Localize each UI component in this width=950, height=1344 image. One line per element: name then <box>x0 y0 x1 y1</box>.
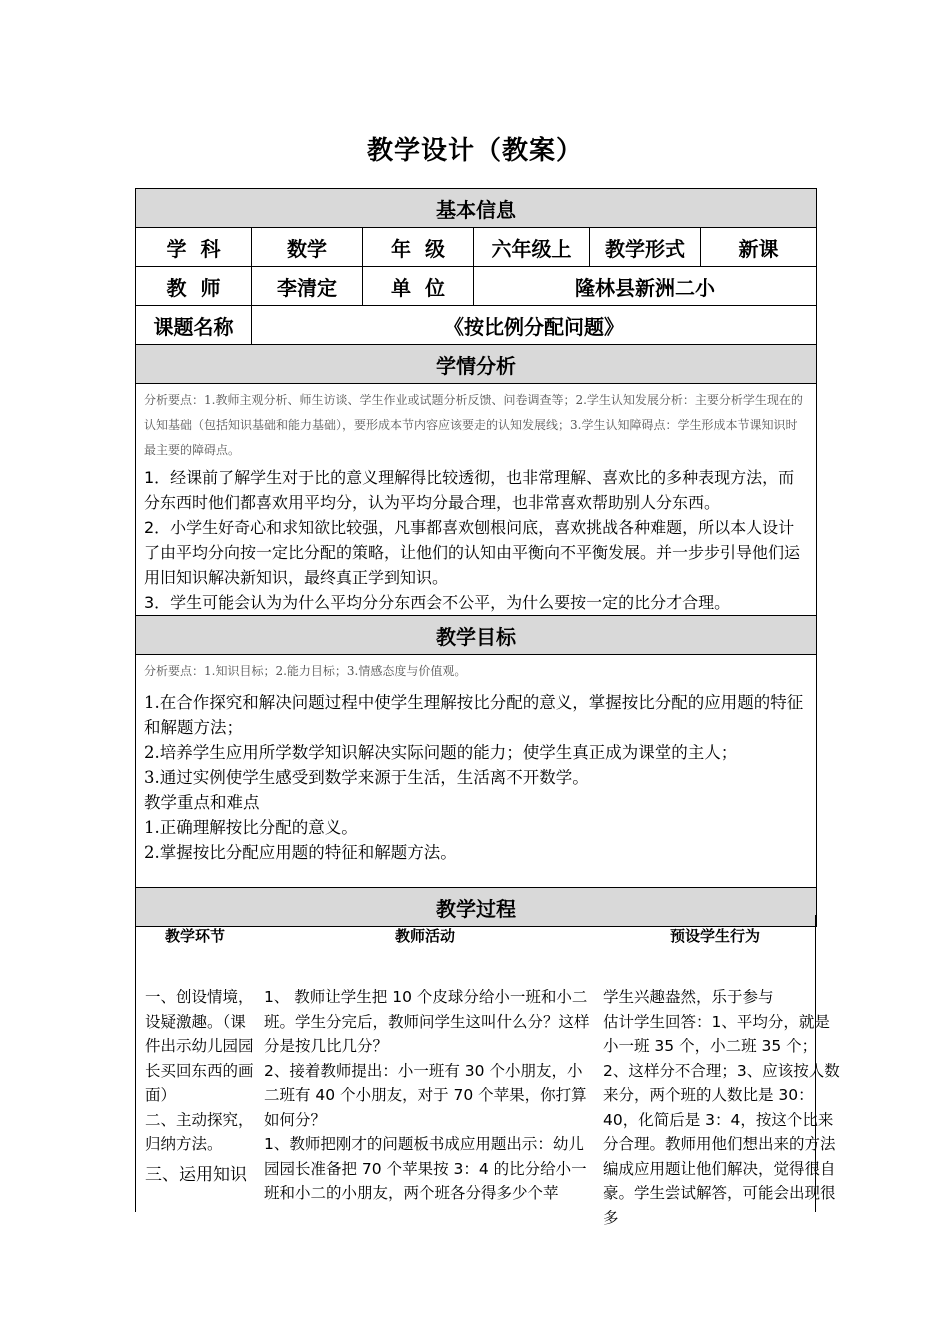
process-col-stage: 教学环节 <box>165 927 226 945</box>
page-title: 教学设计（教案） <box>366 136 583 166</box>
stage-3: 三、运用知识 <box>145 1164 247 1185</box>
goal-2: 2.培养学生应用所学数学知识解决实际问题的能力；使学生真正成为课堂的主人； <box>144 743 738 762</box>
topic-label: 课题名称 <box>136 306 252 345</box>
section-student-analysis: 学情分析 <box>136 345 817 384</box>
goals-hint: 分析要点：1.知识目标；2.能力目标；3.情感态度与价值观。 <box>144 664 467 678</box>
table-border-left <box>135 915 136 1212</box>
teacher-activities <box>264 985 594 1206</box>
teacher-activity-1: 1、 教师让学生把 10 个皮球分给小一班和小二班。学生分完后，教师问学生这叫什么分？这样分是按几比几分？ <box>264 988 590 1055</box>
goals-content <box>136 655 817 888</box>
goal-3: 3.通过实例使学生感受到数学来源于生活，生活离不开数学。 <box>144 768 589 787</box>
analysis-point-1: 1．经课前了解学生对于比的意义理解得比较透彻，也非常理解、喜欢比的多种表现方法，而分东西时他们都喜欢用平均分，认为平均分最合理，也非常喜欢帮助别人分东西。 <box>144 468 795 512</box>
lesson-plan-table <box>135 188 817 927</box>
student-behavior-1: 学生兴趣盎然，乐于参与 <box>603 988 774 1006</box>
student-behaviors <box>603 985 840 1230</box>
student-behavior-2: 估计学生回答：1、平均分，就是小一班 35 个，小二班 35 个；2、这样分不合理；3、应该按人数来分，两个班的人数比是 30：40，化简后是 3：4，按这个比来分合理。教师用他们想出来的方法编成应用题让他们解决，觉得很自豪。学生尝试解答，可能会出现很多 <box>603 1012 840 1227</box>
analysis-point-2: 2．小学生好奇心和求知欲比较强，凡事都喜欢刨根问底，喜欢挑战各种难题，所以本人设计了由平均分向按一定比分配的策略，让他们的认知由平衡向不平衡发展。并一步步引导他们运用旧知识解决新知识，最终真正学到知识。 <box>144 518 801 587</box>
teaching-form-label: 教学形式 <box>590 228 701 267</box>
section-basic-info: 基本信息 <box>136 189 817 228</box>
topic-value: 《按比例分配问题》 <box>252 306 817 345</box>
key-point-1: 1.正确理解按比分配的意义。 <box>144 818 358 837</box>
stage-2: 二、主动探究，归纳方法。 <box>145 1110 254 1153</box>
analysis-content <box>136 384 817 616</box>
teacher-label: 教 师 <box>136 267 252 306</box>
teacher-value: 李清定 <box>252 267 363 306</box>
subject-value: 数学 <box>252 228 363 267</box>
teacher-activity-3: 1、教师把刚才的问题板书成应用题出示：幼儿园园长准备把 70 个苹果按 3：4 的比分给小一班和小二的小朋友，两个班各分得多少个苹 <box>264 1135 587 1202</box>
goal-1: 1.在合作探究和解决问题过程中使学生理解按比分配的意义，掌握按比分配的应用题的特征和解题方法； <box>144 693 804 737</box>
process-col-teacher: 教师活动 <box>395 927 456 945</box>
teaching-form-value: 新课 <box>701 228 817 267</box>
unit-label: 单 位 <box>363 267 474 306</box>
unit-value: 隆林县新洲二小 <box>474 267 817 306</box>
key-points-title: 教学重点和难点 <box>144 793 260 812</box>
grade-value: 六年级上 <box>474 228 590 267</box>
analysis-hint: 分析要点：1.教师主观分析、师生访谈、学生作业或试题分析反馈、问卷调查等；2.学生认知发展分析：主要分析学生现在的认知基础（包括知识基础和能力基础），要形成本节内容应该要走的认知发展线；3.学生认知障碍点：学生形成本节课知识时最主要的障碍点。 <box>144 393 803 457</box>
section-teaching-goals: 教学目标 <box>136 616 817 655</box>
subject-label: 学 科 <box>136 228 252 267</box>
process-stages <box>145 985 257 1187</box>
section-teaching-process: 教学过程 <box>136 888 817 927</box>
teacher-activity-2: 2、接着教师提出：小一班有 30 个小朋友，小二班有 40 个小朋友，对于 70 个苹果，你打算如何分？ <box>264 1061 587 1129</box>
grade-label: 年 级 <box>363 228 474 267</box>
analysis-point-3: 3．学生可能会认为为什么平均分分东西会不公平，为什么要按一定的比分才合理。 <box>144 593 731 612</box>
key-point-2: 2.掌握按比分配应用题的特征和解题方法。 <box>144 843 457 862</box>
stage-1: 一、创设情境，设疑激趣。（课件出示幼儿园园长买回东西的画面） <box>145 988 254 1104</box>
process-col-student: 预设学生行为 <box>670 927 761 945</box>
